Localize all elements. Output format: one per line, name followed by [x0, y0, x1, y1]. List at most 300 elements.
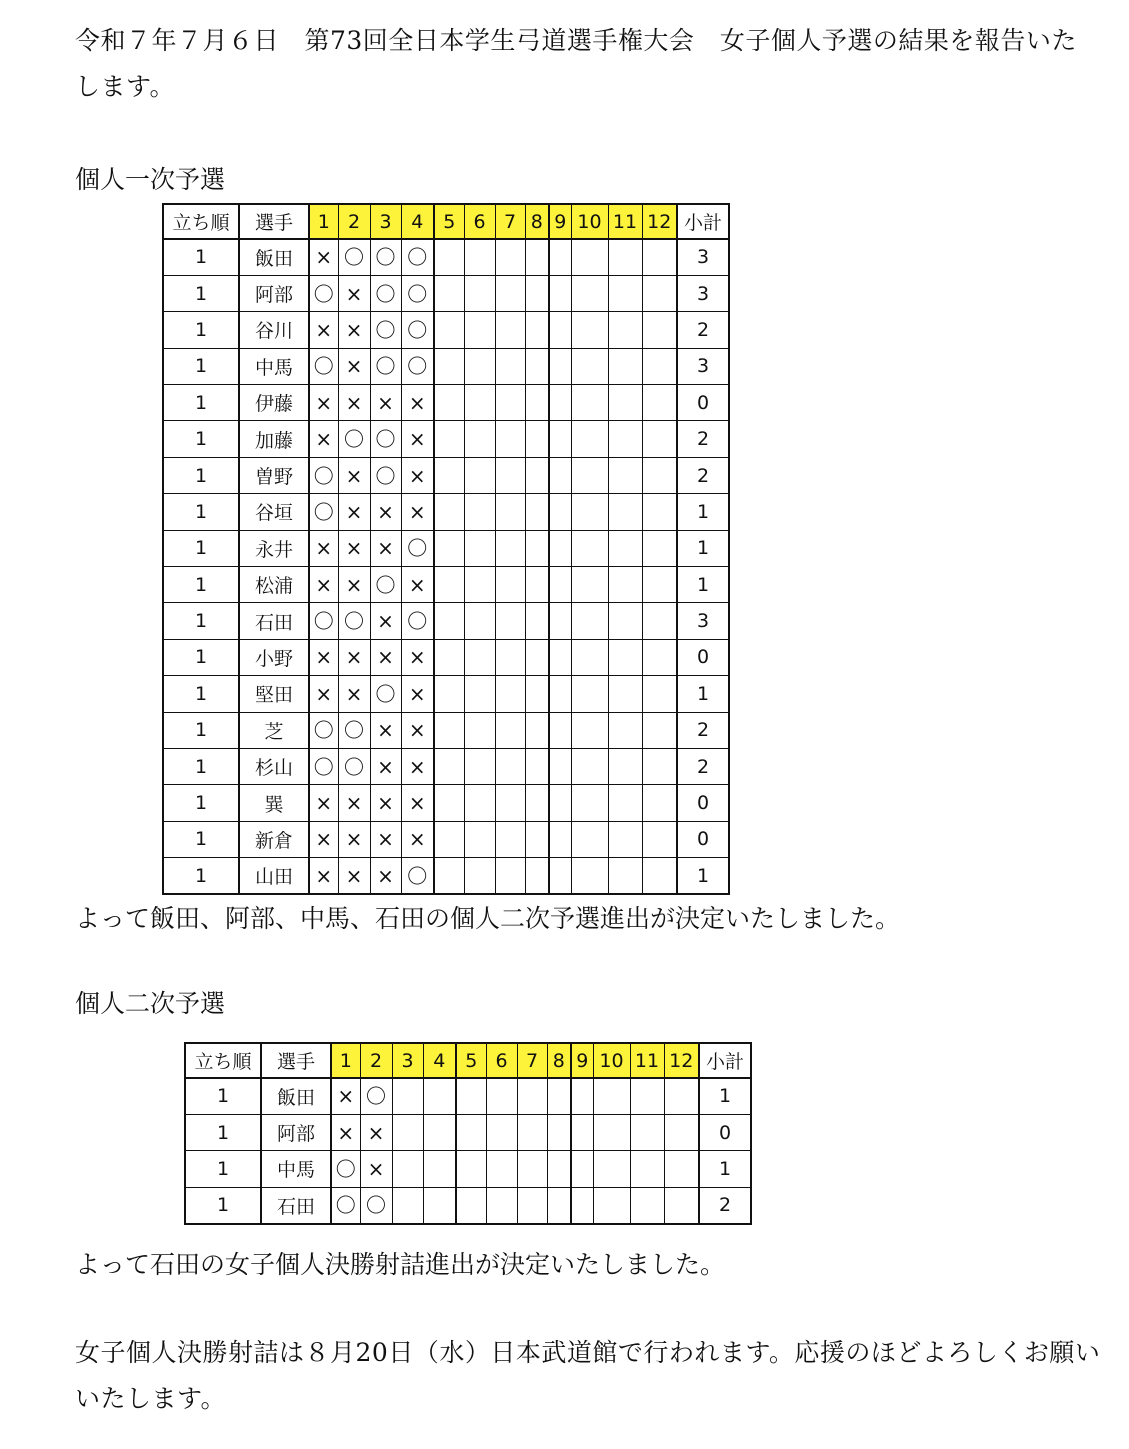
round1-result-text: よって飯田、阿部、中馬、石田の個人二次予選進出が決定いたしました。 [75, 904, 901, 933]
shot-result-6 [486, 1078, 517, 1114]
shot-result-8 [547, 1151, 571, 1187]
shot-result-1: × [309, 239, 338, 275]
shot-result-7 [495, 348, 525, 384]
shot-result-10 [571, 858, 608, 894]
shot-result-11 [608, 858, 642, 894]
shot-result-12 [642, 494, 677, 530]
shot-result-4: × [401, 494, 434, 530]
shot-result-5 [456, 1151, 486, 1187]
shot-result-7 [495, 494, 525, 530]
shot-result-4: × [401, 567, 434, 603]
shot-result-4: × [401, 639, 434, 675]
row-player-name: 新倉 [239, 821, 309, 857]
row-subtotal: 1 [699, 1078, 751, 1114]
shot-result-8 [525, 348, 549, 384]
row-subtotal: 2 [677, 421, 729, 457]
shot-result-8 [525, 676, 549, 712]
shot-result-5 [434, 639, 464, 675]
table-row [163, 457, 729, 493]
header-shot-9: 9 [549, 204, 571, 239]
shot-result-12 [664, 1114, 699, 1150]
shot-result-3: × [370, 603, 401, 639]
shot-result-7 [495, 676, 525, 712]
shot-result-2: × [338, 348, 370, 384]
shot-result-12 [642, 712, 677, 748]
shot-result-9 [549, 348, 571, 384]
table-row [185, 1114, 751, 1150]
header-shot-1: 1 [331, 1043, 360, 1078]
row-subtotal: 0 [699, 1114, 751, 1150]
shot-result-1: × [309, 676, 338, 712]
header-shot-5: 5 [456, 1043, 486, 1078]
shot-result-8 [525, 530, 549, 566]
shot-result-11 [608, 385, 642, 421]
header-shot-8: 8 [547, 1043, 571, 1078]
shot-result-6 [486, 1114, 517, 1150]
row-order: 1 [163, 567, 239, 603]
header-shot-12: 12 [642, 204, 677, 239]
shot-result-12 [642, 567, 677, 603]
table-row [163, 239, 729, 275]
shot-result-2: × [338, 275, 370, 311]
shot-result-8 [525, 239, 549, 275]
shot-result-6 [464, 785, 495, 821]
shot-result-3: 〇 [370, 312, 401, 348]
shot-result-10 [571, 676, 608, 712]
table-row [185, 1078, 751, 1114]
table-row [163, 785, 729, 821]
row-player-name: 石田 [261, 1187, 331, 1223]
shot-result-4: 〇 [401, 858, 434, 894]
shot-result-3: × [370, 530, 401, 566]
header-subtotal: 小計 [699, 1043, 751, 1078]
shot-result-8 [547, 1187, 571, 1223]
shot-result-11 [630, 1114, 664, 1150]
row-order: 1 [163, 275, 239, 311]
row-player-name: 谷垣 [239, 494, 309, 530]
shot-result-4: × [401, 676, 434, 712]
shot-result-6 [464, 312, 495, 348]
header-order: 立ち順 [163, 204, 239, 239]
header-shot-11: 11 [630, 1043, 664, 1078]
shot-result-5 [434, 457, 464, 493]
intro-line-2: します。 [75, 72, 176, 101]
row-order: 1 [163, 748, 239, 784]
shot-result-1: × [309, 639, 338, 675]
shot-result-5 [434, 567, 464, 603]
row-subtotal: 3 [677, 275, 729, 311]
table-row [163, 567, 729, 603]
row-order: 1 [163, 785, 239, 821]
shot-result-1: 〇 [309, 348, 338, 384]
shot-result-12 [642, 530, 677, 566]
shot-result-12 [664, 1187, 699, 1223]
row-subtotal: 1 [677, 530, 729, 566]
shot-result-12 [642, 858, 677, 894]
shot-result-5 [434, 676, 464, 712]
shot-result-9 [549, 858, 571, 894]
row-subtotal: 1 [677, 567, 729, 603]
shot-result-8 [525, 858, 549, 894]
shot-result-5 [456, 1187, 486, 1223]
shot-result-5 [434, 530, 464, 566]
row-player-name: 山田 [239, 858, 309, 894]
shot-result-12 [664, 1078, 699, 1114]
row-order: 1 [163, 348, 239, 384]
shot-result-10 [571, 785, 608, 821]
header-shot-11: 11 [608, 204, 642, 239]
table-row [163, 676, 729, 712]
header-shot-4: 4 [401, 204, 434, 239]
shot-result-12 [642, 785, 677, 821]
shot-result-3: × [370, 821, 401, 857]
shot-result-10 [593, 1078, 630, 1114]
shot-result-4: 〇 [401, 312, 434, 348]
shot-result-7 [517, 1187, 547, 1223]
shot-result-1: 〇 [331, 1151, 360, 1187]
intro-line-1: 令和７年７月６日 第73回全日本学生弓道選手権大会 女子個人予選の結果を報告いた [75, 26, 1077, 55]
shot-result-10 [571, 239, 608, 275]
row-subtotal: 1 [677, 494, 729, 530]
shot-result-2: × [338, 639, 370, 675]
row-order: 1 [163, 603, 239, 639]
row-order: 1 [163, 239, 239, 275]
shot-result-7 [495, 275, 525, 311]
shot-result-9 [549, 385, 571, 421]
shot-result-7 [495, 748, 525, 784]
shot-result-11 [608, 348, 642, 384]
shot-result-9 [549, 494, 571, 530]
shot-result-3: × [370, 785, 401, 821]
row-order: 1 [163, 712, 239, 748]
shot-result-7 [517, 1078, 547, 1114]
shot-result-10 [571, 603, 608, 639]
row-player-name: 中馬 [261, 1151, 331, 1187]
shot-result-2: × [338, 494, 370, 530]
shot-result-5 [456, 1114, 486, 1150]
shot-result-9 [549, 421, 571, 457]
shot-result-8 [525, 494, 549, 530]
shot-result-11 [608, 457, 642, 493]
shot-result-5 [434, 421, 464, 457]
row-player-name: 伊藤 [239, 385, 309, 421]
row-subtotal: 2 [699, 1187, 751, 1223]
shot-result-9 [549, 639, 571, 675]
header-player: 選手 [239, 204, 309, 239]
shot-result-11 [608, 275, 642, 311]
shot-result-4: × [401, 785, 434, 821]
shot-result-7 [495, 239, 525, 275]
shot-result-11 [630, 1078, 664, 1114]
shot-result-10 [571, 639, 608, 675]
header-order: 立ち順 [185, 1043, 261, 1078]
shot-result-4 [423, 1187, 456, 1223]
header-shot-4: 4 [423, 1043, 456, 1078]
round1-heading: 個人一次予選 [75, 165, 226, 194]
shot-result-11 [608, 821, 642, 857]
shot-result-2: × [338, 312, 370, 348]
shot-result-1: 〇 [331, 1187, 360, 1223]
shot-result-2: × [338, 385, 370, 421]
shot-result-7 [517, 1114, 547, 1150]
shot-result-3: 〇 [370, 239, 401, 275]
row-subtotal: 1 [699, 1151, 751, 1187]
shot-result-12 [642, 348, 677, 384]
shot-result-6 [486, 1151, 517, 1187]
shot-result-2: 〇 [338, 712, 370, 748]
shot-result-3: 〇 [370, 275, 401, 311]
round1-score-table [162, 203, 730, 895]
table-row [163, 821, 729, 857]
shot-result-7 [495, 603, 525, 639]
shot-result-1: × [309, 530, 338, 566]
table-row [163, 530, 729, 566]
shot-result-8 [525, 385, 549, 421]
shot-result-4: × [401, 712, 434, 748]
shot-result-6 [464, 639, 495, 675]
shot-result-1: × [331, 1078, 360, 1114]
shot-result-8 [525, 785, 549, 821]
row-player-name: 巽 [239, 785, 309, 821]
shot-result-1: × [309, 312, 338, 348]
shot-result-7 [495, 785, 525, 821]
shot-result-10 [571, 312, 608, 348]
shot-result-4: × [401, 385, 434, 421]
shot-result-11 [608, 239, 642, 275]
header-shot-3: 3 [392, 1043, 423, 1078]
shot-result-5 [456, 1078, 486, 1114]
shot-result-2: × [338, 785, 370, 821]
header-shot-6: 6 [464, 204, 495, 239]
shot-result-8 [525, 421, 549, 457]
row-order: 1 [163, 457, 239, 493]
shot-result-4 [423, 1114, 456, 1150]
row-subtotal: 2 [677, 457, 729, 493]
row-subtotal: 1 [677, 676, 729, 712]
shot-result-6 [464, 494, 495, 530]
shot-result-3: 〇 [370, 676, 401, 712]
shot-result-3: 〇 [370, 457, 401, 493]
shot-result-2: × [338, 457, 370, 493]
shot-result-10 [571, 821, 608, 857]
shot-result-9 [549, 748, 571, 784]
shot-result-1: × [309, 567, 338, 603]
round2-score-table [184, 1042, 752, 1225]
header-shot-10: 10 [571, 204, 608, 239]
shot-result-11 [630, 1151, 664, 1187]
shot-result-2: × [360, 1114, 392, 1150]
row-player-name: 中馬 [239, 348, 309, 384]
header-shot-3: 3 [370, 204, 401, 239]
shot-result-9 [549, 457, 571, 493]
shot-result-12 [642, 275, 677, 311]
shot-result-12 [642, 421, 677, 457]
table-row [163, 348, 729, 384]
shot-result-8 [525, 567, 549, 603]
shot-result-10 [571, 494, 608, 530]
row-player-name: 小野 [239, 639, 309, 675]
shot-result-5 [434, 494, 464, 530]
shot-result-9 [549, 821, 571, 857]
shot-result-10 [593, 1187, 630, 1223]
row-order: 1 [163, 421, 239, 457]
shot-result-1: 〇 [309, 275, 338, 311]
shot-result-10 [571, 712, 608, 748]
shot-result-8 [547, 1078, 571, 1114]
shot-result-2: 〇 [338, 421, 370, 457]
shot-result-7 [495, 421, 525, 457]
shot-result-6 [464, 712, 495, 748]
shot-result-3: 〇 [370, 348, 401, 384]
closing-line-1: 女子個人決勝射詰は８月20日（水）日本武道館で行われます。応援のほどよろしくお願い [75, 1338, 1101, 1367]
shot-result-12 [642, 821, 677, 857]
shot-result-11 [608, 530, 642, 566]
shot-result-2: 〇 [338, 239, 370, 275]
shot-result-8 [525, 275, 549, 311]
row-order: 1 [163, 639, 239, 675]
row-player-name: 永井 [239, 530, 309, 566]
row-player-name: 飯田 [261, 1078, 331, 1114]
shot-result-6 [464, 603, 495, 639]
shot-result-12 [642, 385, 677, 421]
shot-result-7 [495, 312, 525, 348]
header-shot-6: 6 [486, 1043, 517, 1078]
shot-result-6 [464, 821, 495, 857]
row-subtotal: 3 [677, 239, 729, 275]
shot-result-2: 〇 [360, 1187, 392, 1223]
shot-result-10 [571, 385, 608, 421]
shot-result-7 [495, 385, 525, 421]
table-row [163, 385, 729, 421]
shot-result-5 [434, 785, 464, 821]
shot-result-8 [525, 748, 549, 784]
shot-result-1: 〇 [309, 494, 338, 530]
shot-result-1: 〇 [309, 712, 338, 748]
shot-result-9 [549, 603, 571, 639]
shot-result-1: × [309, 858, 338, 894]
shot-result-9 [549, 275, 571, 311]
shot-result-9 [571, 1187, 593, 1223]
shot-result-4: 〇 [401, 603, 434, 639]
shot-result-1: 〇 [309, 603, 338, 639]
shot-result-6 [464, 530, 495, 566]
table-row [163, 494, 729, 530]
table-row [163, 312, 729, 348]
shot-result-1: × [309, 385, 338, 421]
table-row [163, 639, 729, 675]
shot-result-3 [392, 1078, 423, 1114]
header-shot-9: 9 [571, 1043, 593, 1078]
shot-result-6 [464, 239, 495, 275]
shot-result-10 [571, 748, 608, 784]
shot-result-9 [549, 676, 571, 712]
row-player-name: 阿部 [239, 275, 309, 311]
shot-result-5 [434, 312, 464, 348]
shot-result-12 [664, 1151, 699, 1187]
shot-result-5 [434, 348, 464, 384]
shot-result-9 [549, 239, 571, 275]
shot-result-7 [517, 1151, 547, 1187]
shot-result-6 [464, 421, 495, 457]
shot-result-9 [571, 1151, 593, 1187]
shot-result-5 [434, 748, 464, 784]
shot-result-11 [608, 421, 642, 457]
row-order: 1 [163, 821, 239, 857]
shot-result-9 [549, 312, 571, 348]
row-order: 1 [185, 1114, 261, 1150]
shot-result-7 [495, 457, 525, 493]
shot-result-1: 〇 [309, 748, 338, 784]
header-subtotal: 小計 [677, 204, 729, 239]
shot-result-10 [571, 348, 608, 384]
round2-result-text: よって石田の女子個人決勝射詰進出が決定いたしました。 [75, 1250, 726, 1279]
shot-result-8 [525, 821, 549, 857]
shot-result-4: × [401, 821, 434, 857]
shot-result-3 [392, 1151, 423, 1187]
shot-result-2: × [338, 567, 370, 603]
shot-result-10 [593, 1114, 630, 1150]
shot-result-11 [608, 748, 642, 784]
shot-result-10 [571, 275, 608, 311]
shot-result-3: × [370, 748, 401, 784]
shot-result-9 [571, 1114, 593, 1150]
row-player-name: 堅田 [239, 676, 309, 712]
shot-result-11 [608, 676, 642, 712]
shot-result-8 [525, 312, 549, 348]
row-player-name: 石田 [239, 603, 309, 639]
header-shot-7: 7 [517, 1043, 547, 1078]
shot-result-2: 〇 [338, 603, 370, 639]
header-player: 選手 [261, 1043, 331, 1078]
shot-result-2: 〇 [360, 1078, 392, 1114]
shot-result-5 [434, 275, 464, 311]
shot-result-3 [392, 1114, 423, 1150]
shot-result-12 [642, 239, 677, 275]
shot-result-4 [423, 1151, 456, 1187]
shot-result-4: × [401, 457, 434, 493]
shot-result-11 [608, 603, 642, 639]
table-row [163, 748, 729, 784]
table-row [163, 421, 729, 457]
row-order: 1 [185, 1187, 261, 1223]
shot-result-4: 〇 [401, 530, 434, 566]
row-player-name: 加藤 [239, 421, 309, 457]
row-subtotal: 0 [677, 785, 729, 821]
round2-heading: 個人二次予選 [75, 989, 226, 1018]
header-shot-7: 7 [495, 204, 525, 239]
shot-result-12 [642, 676, 677, 712]
shot-result-6 [464, 748, 495, 784]
shot-result-7 [495, 821, 525, 857]
shot-result-2: × [338, 821, 370, 857]
row-player-name: 曽野 [239, 457, 309, 493]
shot-result-9 [549, 530, 571, 566]
shot-result-10 [593, 1151, 630, 1187]
shot-result-12 [642, 603, 677, 639]
shot-result-4 [423, 1078, 456, 1114]
row-subtotal: 2 [677, 312, 729, 348]
closing-paragraph [75, 1330, 1105, 1422]
shot-result-8 [525, 712, 549, 748]
shot-result-9 [549, 567, 571, 603]
shot-result-11 [608, 639, 642, 675]
row-subtotal: 3 [677, 603, 729, 639]
shot-result-4: × [401, 421, 434, 457]
shot-result-6 [464, 567, 495, 603]
shot-result-3: × [370, 712, 401, 748]
shot-result-10 [571, 421, 608, 457]
row-player-name: 松浦 [239, 567, 309, 603]
